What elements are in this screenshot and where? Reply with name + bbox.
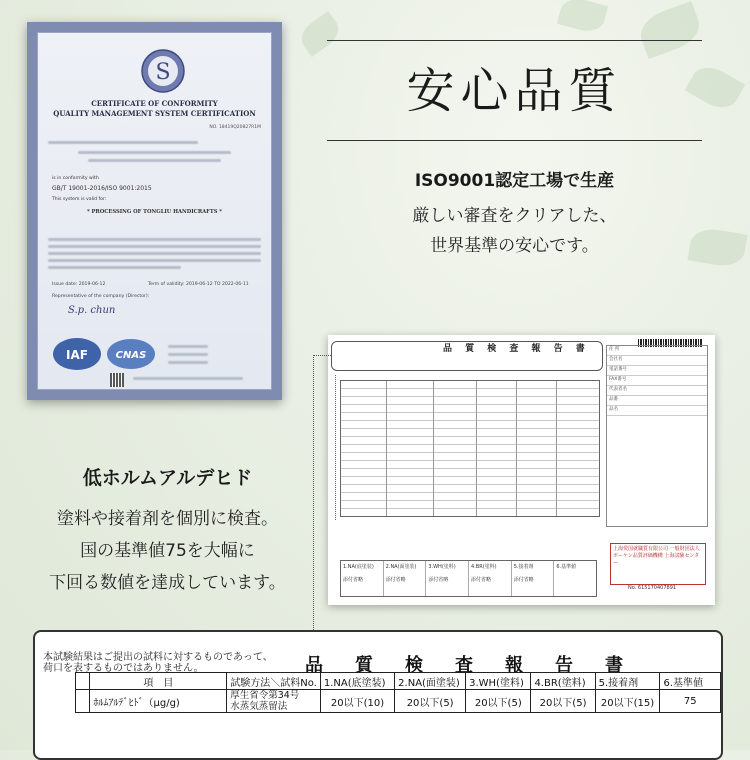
side-line: 品名: [607, 406, 707, 416]
certification-seal-icon: [141, 49, 185, 93]
cnas-logo-text: CNAS: [115, 350, 147, 361]
report-box-4: [469, 561, 512, 596]
blurred-text: [88, 159, 221, 162]
report-box-6: [554, 561, 596, 596]
certificate-standard: GB/T 19001-2016/ISO 9001:2015: [52, 185, 152, 192]
background-leaf: [296, 11, 345, 57]
table-cell: [76, 673, 90, 690]
side-line: 会社名: [607, 356, 707, 366]
blurred-text: [78, 151, 231, 154]
certificate-representative: Representative of the company (Director):: [52, 294, 150, 299]
svg-text:S: S: [155, 60, 171, 85]
cnas-logo-icon: [106, 337, 156, 371]
certificate-validity: Term of validity: 2019-06-12 TO 2022-06-11: [148, 282, 249, 287]
heading-top-rule: [327, 40, 702, 41]
certificate-subtitle: QUALITY MANAGEMENT SYSTEM CERTIFICATION: [53, 109, 256, 118]
row-value: 20以下(15): [595, 690, 660, 713]
row-value: 20以下(5): [466, 690, 531, 713]
header-item: 項 目: [90, 673, 227, 690]
header-method: 試験方法＼試料No.: [227, 673, 321, 690]
inspection-results-table: [75, 672, 721, 713]
report-box-value: 添付省略: [513, 577, 534, 583]
report-stamp: 上海愛国就職質有限公司 一般財団法人 ボーケン品質評価機構 上海試験センター: [610, 543, 706, 585]
formaldehyde-line-3: 下回る数値を達成しています。: [49, 573, 286, 593]
blurred-text: [48, 252, 261, 255]
report-box-value: 添付省略: [471, 577, 492, 583]
row-value: 20以下(5): [395, 690, 466, 713]
disclaimer-line-1: 本試験結果はご提出の試料に対するものであって、: [43, 652, 273, 663]
certificate-issue-date: Issue date: 2019-06-12: [52, 282, 106, 287]
report-box-2: [384, 561, 427, 596]
blurred-text: [168, 345, 208, 348]
table-row: [76, 690, 721, 713]
header-col: 4.BR(塗料): [531, 673, 595, 690]
report-box-label: 2.NA(面塗装): [385, 564, 417, 570]
side-line: 品番: [607, 396, 707, 406]
iso-statement: ISO9001認定工場で生産: [414, 171, 615, 191]
description-line-2: 世界基準の安心です。: [430, 236, 599, 256]
method-line-1: 厚生省令第34号: [230, 690, 300, 701]
heading-bottom-rule: [327, 140, 702, 141]
blurred-text: [48, 266, 181, 269]
quality-inspection-report: [328, 335, 715, 605]
certificate-conformity-label: is in conformity with: [52, 176, 99, 181]
header-col: 2.NA(面塗装): [395, 673, 466, 690]
report-side-info: [606, 345, 708, 527]
report-box-5: [512, 561, 555, 596]
certificate-valid-label: This system is valid for:: [52, 197, 107, 202]
formaldehyde-heading: 低ホルムアルデヒド: [82, 467, 253, 489]
report-box-label: 5.接着剤: [513, 564, 534, 570]
side-line: 電話番号: [607, 366, 707, 376]
report-box-3: [426, 561, 469, 596]
header-col: 5.接着剤: [595, 673, 660, 690]
row-value: 75: [660, 690, 721, 713]
certificate-qr-code: [110, 373, 124, 387]
row-item: ﾎﾙﾑｱﾙﾃﾞﾋﾄﾞ（μg/g): [90, 690, 227, 713]
grid-column-line: [556, 381, 557, 516]
header-col: 1.NA(底塗装): [320, 673, 394, 690]
blurred-text: [48, 245, 261, 248]
page-title: 安心品質: [406, 63, 623, 119]
report-title: 品 質 検 査 報 告 書: [443, 344, 590, 354]
report-box-1: [341, 561, 384, 596]
certificate-number: NO. 18419Q20827R1M: [209, 125, 261, 130]
header-col: 3.WH(塗料): [466, 673, 531, 690]
formaldehyde-line-2: 国の基準値75を大幅に: [80, 541, 255, 561]
blurred-text: [168, 361, 208, 364]
zoom-report-title: 品質検査報告書: [305, 655, 655, 676]
blurred-text: [133, 377, 243, 380]
side-line: FAX番号: [607, 376, 707, 386]
grid-column-line: [476, 381, 477, 516]
iso-certificate: [27, 22, 282, 400]
report-disclaimer: [43, 652, 273, 674]
report-zoom-panel: [33, 630, 723, 760]
dotted-connector: [313, 355, 314, 638]
grid-column-line: [516, 381, 517, 516]
certificate-scope: * PROCESSING OF TONGLIU HANDICRAFTS *: [87, 209, 222, 215]
side-line: 代表者名: [607, 386, 707, 396]
report-box-label: 4.BR(塗料): [471, 564, 497, 570]
report-box-label: 1.NA(底塗装): [343, 564, 374, 570]
description-line-1: 厳しい審査をクリアした、: [412, 206, 617, 226]
row-value: 20以下(10): [320, 690, 394, 713]
formaldehyde-line-1: 塗料や接着剤を個別に検査。: [57, 509, 278, 529]
certificate-signature: S.p. chun: [68, 305, 116, 316]
report-data-grid: [340, 380, 600, 517]
report-box-label: 6.基準値: [556, 564, 577, 570]
header-col: 6.基準値: [660, 673, 721, 690]
dotted-connector: [313, 355, 331, 356]
certificate-paper: [37, 32, 272, 390]
row-method: [227, 690, 321, 713]
blurred-text: [48, 141, 198, 144]
iaf-logo-icon: [52, 337, 102, 371]
disclaimer-line-2: 荷口を表するものではありません。: [43, 663, 204, 674]
blurred-text: [48, 238, 261, 241]
report-box-value: 添付省略: [343, 577, 364, 583]
report-box-value: 添付省略: [428, 577, 449, 583]
background-leaf: [557, 0, 608, 35]
report-box-value: 添付省略: [385, 577, 406, 583]
report-number: No. 615170407891: [628, 585, 677, 591]
table-cell: [76, 690, 90, 713]
background-leaf: [635, 1, 705, 59]
grid-column-line: [386, 381, 387, 516]
blurred-text: [48, 259, 261, 262]
report-margin-line: [331, 375, 336, 520]
grid-column-line: [433, 381, 434, 516]
row-value: 20以下(5): [531, 690, 595, 713]
blurred-text: [168, 353, 208, 356]
report-box-label: 3.WH(塗料): [428, 564, 456, 570]
iaf-logo-text: IAF: [66, 348, 88, 362]
method-line-2: 水蒸気蒸留法: [230, 701, 288, 712]
table-header-row: [76, 673, 721, 690]
side-line: 住 所: [607, 346, 707, 356]
certificate-title: CERTIFICATE OF CONFORMITY: [91, 99, 218, 108]
report-attachment-row: [340, 560, 597, 597]
